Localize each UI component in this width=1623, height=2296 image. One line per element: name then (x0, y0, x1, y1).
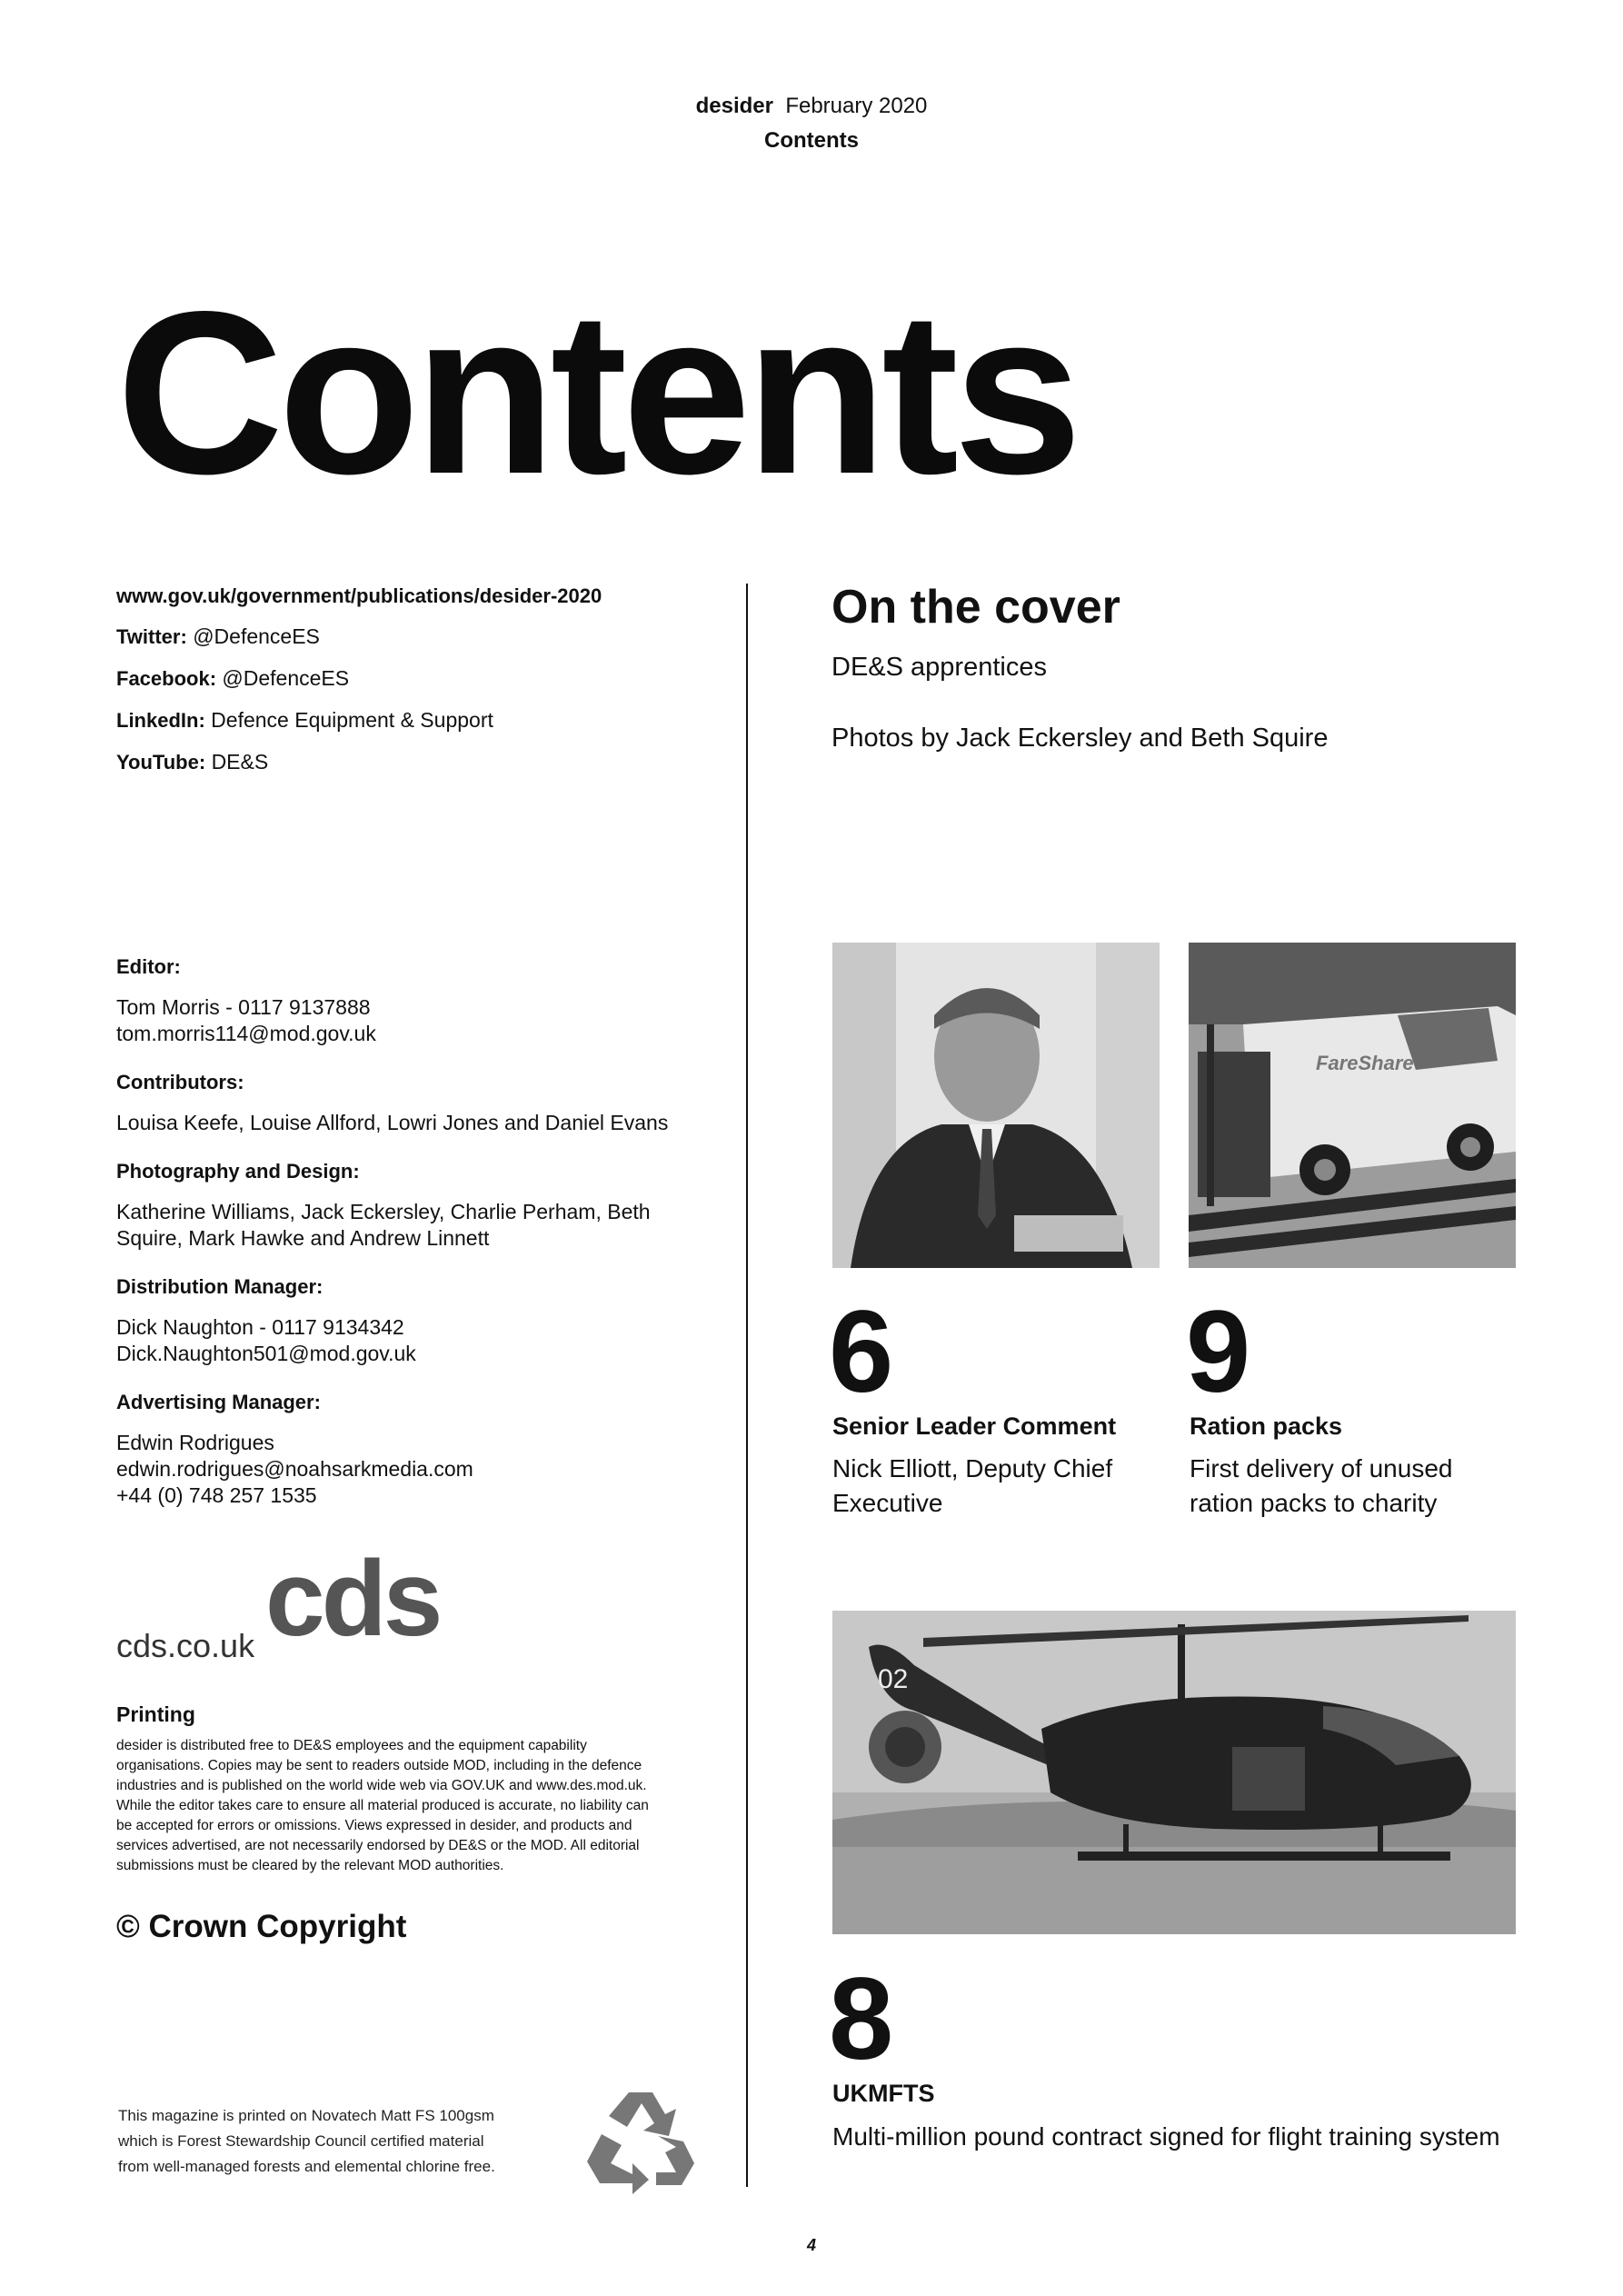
recycle-icon (582, 2081, 700, 2200)
paper-line2: which is Forest Stewardship Council certified material (118, 2132, 484, 2150)
cover-photos-credit: Photos by Jack Eckersley and Beth Squire (831, 724, 1329, 753)
photo-ukmfts-helicopter[interactable] (832, 1611, 1516, 1934)
photography-line2: Squire, Mark Hawke and Andrew Linnett (116, 1226, 490, 1250)
youtube-row[interactable]: YouTube: DE&S (116, 750, 269, 774)
advertising-label: Advertising Manager: (116, 1391, 321, 1413)
advertising-email[interactable]: edwin.rodrigues@noahsarkmedia.com (116, 1457, 473, 1481)
van-logo-text: FareShare (1316, 1052, 1414, 1074)
printing-line: submissions must be cleared by the relevant MOD authorities. (116, 1858, 504, 1873)
paper-note (118, 2103, 591, 2180)
editor-line1: Tom Morris - 0117 9137888 (116, 995, 371, 1019)
copyright: © Crown Copyright (116, 1909, 407, 1944)
publication-name: desider (695, 94, 773, 118)
section-name: Contents (764, 128, 859, 153)
running-header (0, 93, 1623, 120)
contributors-text: Louisa Keefe, Louise Allford, Lowri Jones and Daniel Evans (116, 1111, 669, 1134)
printing-line: services advertised, are not necessarily endorsed by DE&S or the MOD. All editorial (116, 1838, 640, 1853)
cover-heading: On the cover (831, 581, 1120, 634)
article-page-number[interactable]: 6 (829, 1287, 891, 1417)
page-number: 4 (806, 2236, 816, 2254)
editor-label: Editor: (116, 955, 181, 978)
cds-logo: cds (265, 1539, 440, 1659)
printing-line: desider is distributed free to DE&S employees and the equipment capability (116, 1738, 587, 1753)
printing-line: be accepted for errors or omissions. Views expressed in desider, and products and (116, 1818, 632, 1833)
photography-label: Photography and Design: (116, 1160, 360, 1183)
photo-ration-packs[interactable] (1189, 943, 1516, 1268)
heli-tail-number: 02 (878, 1664, 909, 1694)
printing-line: industries and is published on the world wide web via GOV.UK and www.des.mod.uk. (116, 1778, 647, 1793)
issue-date: February 2020 (785, 94, 928, 118)
article-title[interactable]: Ration packs (1190, 1413, 1343, 1440)
credits (116, 954, 698, 1509)
article-title[interactable]: Senior Leader Comment (832, 1413, 1117, 1440)
linkedin-row[interactable]: LinkedIn: Defence Equipment & Support (116, 708, 493, 732)
contributors-label: Contributors: (116, 1071, 244, 1093)
article-desc: First delivery of unused (1190, 1454, 1453, 1482)
social-links (116, 584, 698, 792)
photography-line1: Katherine Williams, Jack Eckersley, Charlie Perham, Beth (116, 1200, 651, 1223)
cds-url[interactable]: cds.co.uk (116, 1627, 255, 1664)
editor-email[interactable]: tom.morris114@mod.gov.uk (116, 1022, 376, 1045)
article-desc: Multi-million pound contract signed for flight training system (832, 2122, 1500, 2151)
article-title[interactable]: UKMFTS (832, 2080, 935, 2107)
column-divider (746, 584, 748, 2187)
article-desc: ration packs to charity (1190, 1489, 1438, 1517)
printing-label: Printing (116, 1702, 195, 1726)
distribution-line1: Dick Naughton - 0117 9134342 (116, 1315, 404, 1339)
article-desc: Executive (832, 1489, 943, 1517)
twitter-row[interactable]: Twitter: @DefenceES (116, 624, 320, 648)
article-page-number[interactable]: 8 (829, 1954, 891, 2084)
photo-senior-leader[interactable] (832, 943, 1160, 1268)
printing-line: organisations. Copies may be sent to readers outside MOD, including in the defence (116, 1758, 642, 1773)
printing-section (116, 1702, 716, 1876)
cover-subject: DE&S apprentices (831, 653, 1047, 682)
advertising-phone: +44 (0) 748 257 1535 (116, 1483, 317, 1507)
distribution-label: Distribution Manager: (116, 1275, 324, 1298)
distribution-email[interactable]: Dick.Naughton501@mod.gov.uk (116, 1342, 416, 1365)
article-page-number[interactable]: 9 (1186, 1287, 1249, 1417)
paper-line3: from well-managed forests and elemental chlorine free. (118, 2158, 495, 2175)
printing-line: While the editor takes care to ensure all material produced is accurate, no liability can (116, 1798, 649, 1813)
page-title: Contents (116, 264, 1077, 523)
facebook-row[interactable]: Facebook: @DefenceES (116, 666, 350, 690)
article-desc: Nick Elliott, Deputy Chief (832, 1454, 1113, 1482)
paper-line1: This magazine is printed on Novatech Matt FS 100gsm (118, 2107, 494, 2124)
advertising-line1: Edwin Rodrigues (116, 1431, 274, 1454)
publication-url[interactable]: www.gov.uk/government/publications/desider-2020 (116, 584, 602, 607)
